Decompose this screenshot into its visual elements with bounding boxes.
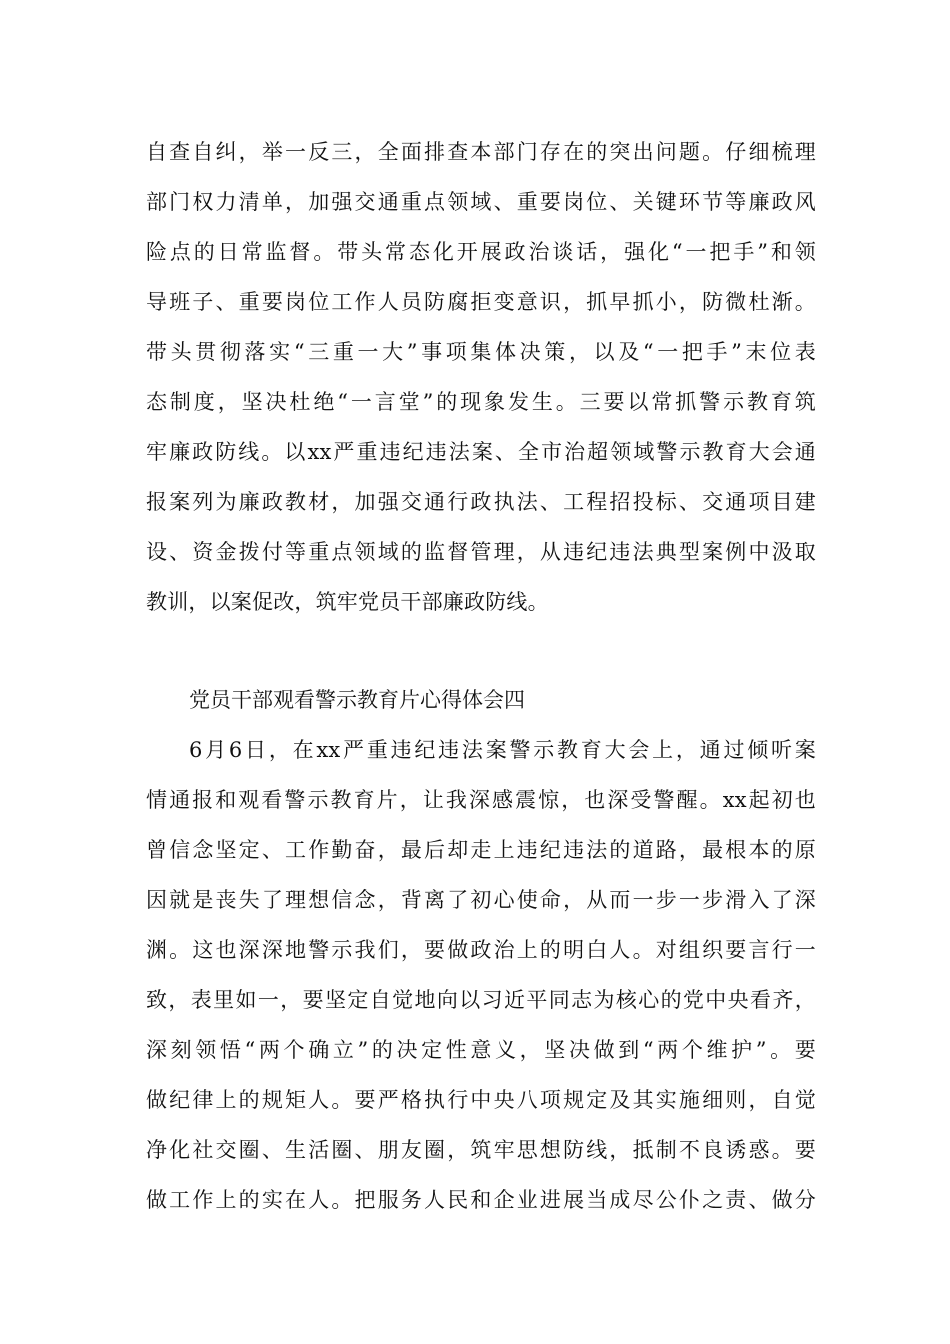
paragraph-line: 净化社交圈、生活圈、朋友圈，筑牢思想防线，抵制不良诱惑。要 [146, 1138, 816, 1162]
paragraph-line: 设、资金拨付等重点领域的监督管理，从违纪违法典型案例中汲取 [146, 540, 816, 564]
section-title: 党员干部观看警示教育片心得体会四 [189, 688, 525, 712]
paragraph-line: 带头贯彻落实“三重一大”事项集体决策，以及“一把手”末位表 [146, 340, 816, 364]
paragraph-line: 态制度，坚决杜绝“一言堂”的现象发生。三要以常抓警示教育筑 [146, 390, 816, 414]
paragraph-line: 做纪律上的规矩人。要严格执行中央八项规定及其实施细则，自觉 [146, 1088, 816, 1112]
paragraph-line: 渊。这也深深地警示我们，要做政治上的明白人。对组织要言行一 [146, 938, 816, 962]
paragraph-line: 深刻领悟“两个确立”的决定性意义，坚决做到“两个维护”。要 [146, 1038, 816, 1062]
paragraph-line: 致，表里如一，要坚定自觉地向以习近平同志为核心的党中央看齐， [146, 988, 816, 1012]
paragraph-line: 牢廉政防线。以xx严重违纪违法案、全市治超领域警示教育大会通 [146, 440, 816, 464]
paragraph-line: 6月6日，在xx严重违纪违法案警示教育大会上，通过倾听案 [189, 738, 816, 762]
paragraph-line: 导班子、重要岗位工作人员防腐拒变意识，抓早抓小，防微杜渐。 [146, 290, 816, 314]
paragraph-line: 部门权力清单，加强交通重点领域、重要岗位、关键环节等廉政风 [146, 190, 816, 214]
paragraph-line: 做工作上的实在人。把服务人民和企业进展当成尽公仆之责、做分 [146, 1188, 816, 1212]
paragraph-line: 情通报和观看警示教育片，让我深感震惊，也深受警醒。xx起初也 [146, 788, 816, 812]
paragraph-line: 因就是丧失了理想信念，背离了初心使命，从而一步一步滑入了深 [146, 888, 816, 912]
paragraph-line: 教训，以案促改，筑牢党员干部廉政防线。 [146, 590, 549, 614]
paragraph-line: 自查自纠，举一反三，全面排查本部门存在的突出问题。仔细梳理 [146, 140, 816, 164]
paragraph-line: 险点的日常监督。带头常态化开展政治谈话，强化“一把手”和领 [146, 240, 816, 264]
paragraph-line: 曾信念坚定、工作勤奋，最后却走上违纪违法的道路，最根本的原 [146, 838, 816, 862]
paragraph-line: 报案列为廉政教材，加强交通行政执法、工程招投标、交通项目建 [146, 490, 816, 514]
